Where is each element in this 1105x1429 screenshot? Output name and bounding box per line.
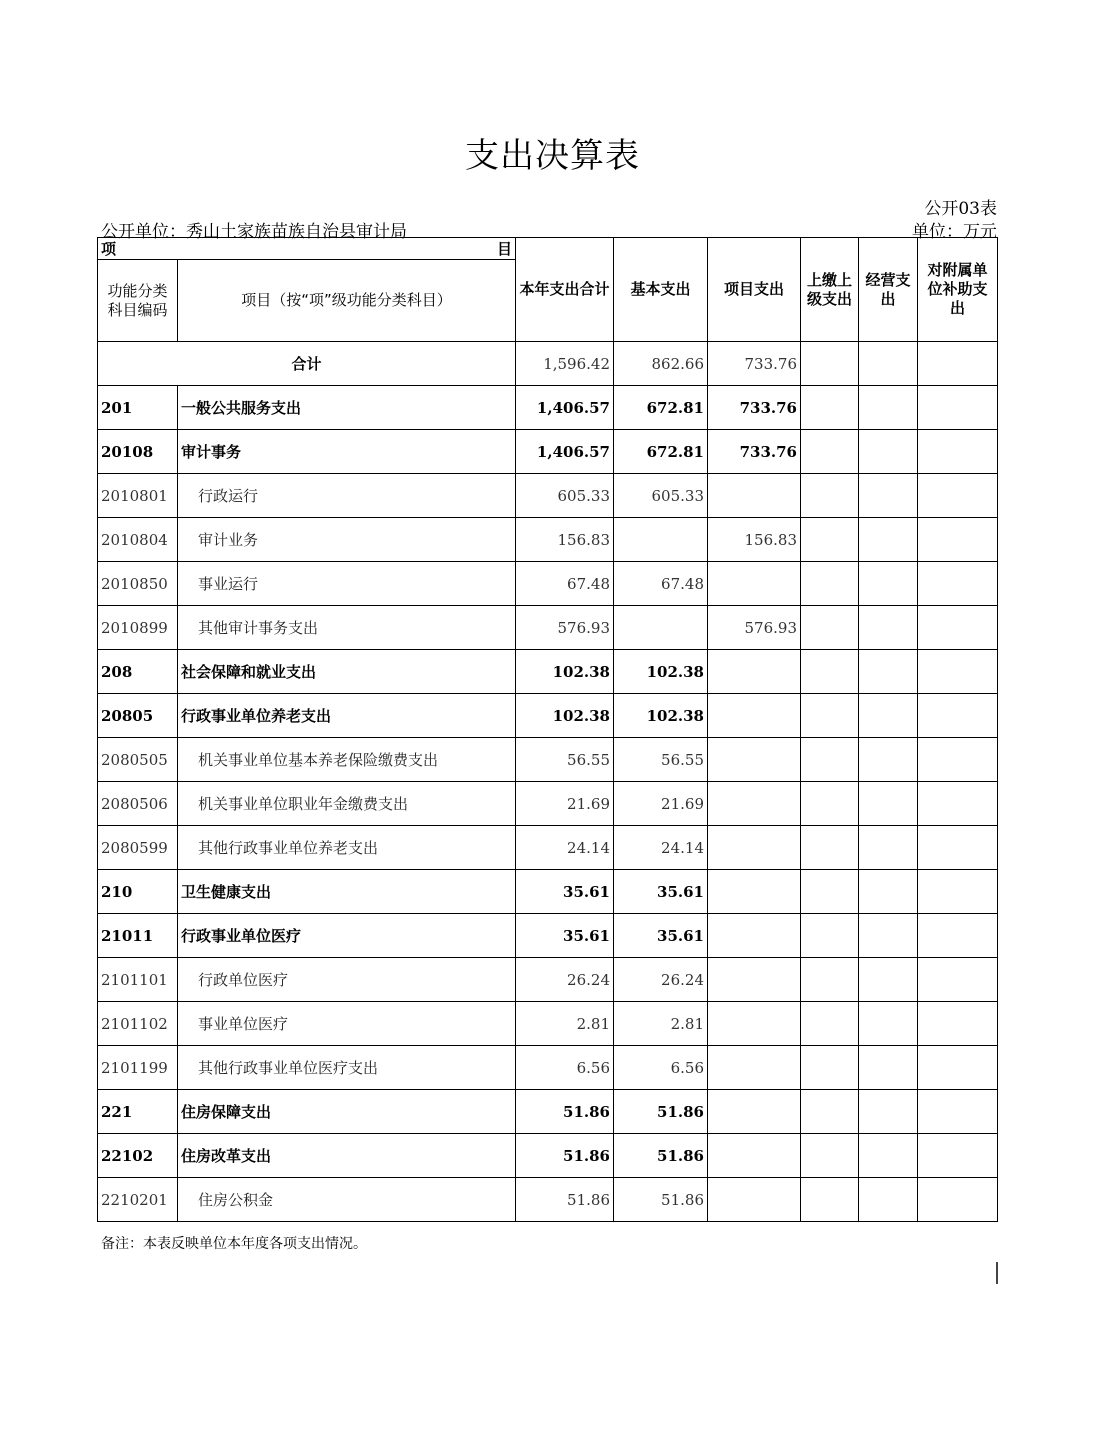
- row-total: 51.86: [516, 1178, 614, 1222]
- row-empty-cell: [801, 1002, 859, 1046]
- footnote: 备注：本表反映单位本年度各项支出情况。: [101, 1236, 367, 1252]
- row-empty-cell: [918, 738, 998, 782]
- row-empty-cell: [918, 518, 998, 562]
- row-name: 住房保障支出: [178, 1090, 516, 1134]
- row-basic: 35.61: [614, 914, 708, 958]
- row-code: 2101101: [98, 958, 178, 1002]
- row-code: 201: [98, 386, 178, 430]
- row-empty-cell: [801, 650, 859, 694]
- row-project: [708, 1134, 801, 1178]
- row-empty-cell: [859, 694, 918, 738]
- row-empty-cell: [918, 1090, 998, 1134]
- page-title: 支出决算表: [465, 136, 640, 176]
- row-basic: 21.69: [614, 782, 708, 826]
- row-project: [708, 1090, 801, 1134]
- table-row: [98, 1134, 998, 1178]
- item-header-left: 项: [101, 240, 117, 258]
- row-empty-cell: [801, 826, 859, 870]
- row-name: 事业单位医疗: [178, 1002, 516, 1046]
- row-total: 576.93: [516, 606, 614, 650]
- row-empty-cell: [859, 474, 918, 518]
- row-project: [708, 782, 801, 826]
- row-basic: 672.81: [614, 430, 708, 474]
- row-basic: 26.24: [614, 958, 708, 1002]
- row-code: 2080599: [98, 826, 178, 870]
- row-name: 审计业务: [178, 518, 516, 562]
- table-row: [98, 782, 998, 826]
- row-basic: 24.14: [614, 826, 708, 870]
- table-row: [98, 914, 998, 958]
- row-basic: 51.86: [614, 1090, 708, 1134]
- row-empty-cell: [801, 1090, 859, 1134]
- row-name: 机关事业单位基本养老保险缴费支出: [178, 738, 516, 782]
- row-total: 56.55: [516, 738, 614, 782]
- row-empty-cell: [918, 386, 998, 430]
- row-name: 其他行政事业单位医疗支出: [178, 1046, 516, 1090]
- table-row: [98, 430, 998, 474]
- row-total: 24.14: [516, 826, 614, 870]
- row-basic: 102.38: [614, 650, 708, 694]
- row-name: 行政事业单位养老支出: [178, 694, 516, 738]
- row-basic: 51.86: [614, 1134, 708, 1178]
- row-code: 2010899: [98, 606, 178, 650]
- row-total: 67.48: [516, 562, 614, 606]
- row-empty-cell: [859, 870, 918, 914]
- table-row: [98, 650, 998, 694]
- row-project: [708, 1002, 801, 1046]
- row-project: [708, 914, 801, 958]
- row-code: 2101199: [98, 1046, 178, 1090]
- item-header-cell: [98, 238, 516, 260]
- row-project: 733.76: [708, 386, 801, 430]
- row-total: 21.69: [516, 782, 614, 826]
- row-project: [708, 826, 801, 870]
- row-empty-cell: [801, 386, 859, 430]
- row-project: [708, 958, 801, 1002]
- row-project: [708, 650, 801, 694]
- row-empty-cell: [859, 518, 918, 562]
- table-row: [98, 1090, 998, 1134]
- row-project: [708, 1046, 801, 1090]
- row-code: 208: [98, 650, 178, 694]
- row-basic: [614, 518, 708, 562]
- row-code: 20805: [98, 694, 178, 738]
- row-total: 35.61: [516, 870, 614, 914]
- total-row: [98, 342, 998, 386]
- row-total: 51.86: [516, 1090, 614, 1134]
- row-empty-cell: [859, 386, 918, 430]
- row-total: 6.56: [516, 1046, 614, 1090]
- row-total: 156.83: [516, 518, 614, 562]
- header-basic: 基本支出: [614, 238, 708, 342]
- row-total: 35.61: [516, 914, 614, 958]
- header-name: 项目（按“项”级功能分类科目）: [178, 260, 516, 342]
- row-name: 卫生健康支出: [178, 870, 516, 914]
- total-amount: 1,596.42: [516, 342, 614, 386]
- table-row: [98, 474, 998, 518]
- total-project: 733.76: [708, 342, 801, 386]
- header-code: 功能分类科目编码: [98, 260, 178, 342]
- row-empty-cell: [918, 826, 998, 870]
- row-empty-cell: [859, 1178, 918, 1222]
- header-total: 本年支出合计: [516, 238, 614, 342]
- row-code: 2101102: [98, 1002, 178, 1046]
- row-name: 住房公积金: [178, 1178, 516, 1222]
- row-basic: 6.56: [614, 1046, 708, 1090]
- row-project: [708, 1178, 801, 1222]
- table-row: [98, 1178, 998, 1222]
- row-empty-cell: [859, 782, 918, 826]
- row-empty-cell: [801, 782, 859, 826]
- row-empty-cell: [918, 606, 998, 650]
- row-name: 审计事务: [178, 430, 516, 474]
- row-empty-cell: [859, 1046, 918, 1090]
- row-code: 2210201: [98, 1178, 178, 1222]
- row-name: 行政运行: [178, 474, 516, 518]
- row-empty-cell: [918, 430, 998, 474]
- row-project: [708, 474, 801, 518]
- row-project: [708, 870, 801, 914]
- row-empty-cell: [801, 562, 859, 606]
- table-row: [98, 826, 998, 870]
- row-code: 2010804: [98, 518, 178, 562]
- row-empty-cell: [918, 958, 998, 1002]
- row-empty-cell: [801, 474, 859, 518]
- row-project: [708, 562, 801, 606]
- row-name: 行政事业单位医疗: [178, 914, 516, 958]
- row-empty-cell: [918, 914, 998, 958]
- header-project: 项目支出: [708, 238, 801, 342]
- row-empty-cell: [918, 1046, 998, 1090]
- row-basic: 67.48: [614, 562, 708, 606]
- row-total: 51.86: [516, 1134, 614, 1178]
- row-basic: 35.61: [614, 870, 708, 914]
- row-empty-cell: [801, 518, 859, 562]
- row-empty-cell: [918, 650, 998, 694]
- row-name: 其他行政事业单位养老支出: [178, 826, 516, 870]
- row-name: 住房改革支出: [178, 1134, 516, 1178]
- table-row: [98, 738, 998, 782]
- header-item-row: [98, 238, 998, 260]
- row-basic: [614, 606, 708, 650]
- header-business: 经营支出: [859, 238, 918, 342]
- row-code: 221: [98, 1090, 178, 1134]
- row-empty-cell: [859, 606, 918, 650]
- row-name: 行政单位医疗: [178, 958, 516, 1002]
- row-empty-cell: [918, 1134, 998, 1178]
- row-basic: 102.38: [614, 694, 708, 738]
- table-row: [98, 1046, 998, 1090]
- row-name: 其他审计事务支出: [178, 606, 516, 650]
- row-total: 1,406.57: [516, 430, 614, 474]
- row-code: 20108: [98, 430, 178, 474]
- row-project: [708, 738, 801, 782]
- row-empty-cell: [801, 1046, 859, 1090]
- row-total: 1,406.57: [516, 386, 614, 430]
- row-basic: 51.86: [614, 1178, 708, 1222]
- row-total: 2.81: [516, 1002, 614, 1046]
- row-project: 576.93: [708, 606, 801, 650]
- table-row: [98, 870, 998, 914]
- row-basic: 605.33: [614, 474, 708, 518]
- row-empty-cell: [918, 474, 998, 518]
- row-empty-cell: [859, 562, 918, 606]
- row-empty-cell: [859, 430, 918, 474]
- header-remit: 上缴上级支出: [801, 238, 859, 342]
- row-empty-cell: [859, 958, 918, 1002]
- row-name: 一般公共服务支出: [178, 386, 516, 430]
- table-row: [98, 694, 998, 738]
- row-name: 机关事业单位职业年金缴费支出: [178, 782, 516, 826]
- row-total: 102.38: [516, 694, 614, 738]
- row-empty-cell: [801, 606, 859, 650]
- divider-mark: [996, 1262, 998, 1284]
- row-project: 156.83: [708, 518, 801, 562]
- row-code: 21011: [98, 914, 178, 958]
- row-empty-cell: [801, 430, 859, 474]
- row-empty-cell: [918, 562, 998, 606]
- row-empty-cell: [859, 914, 918, 958]
- row-basic: 672.81: [614, 386, 708, 430]
- row-empty-cell: [859, 826, 918, 870]
- expenditure-table: [97, 237, 998, 1222]
- row-empty-cell: [859, 1002, 918, 1046]
- table-row: [98, 518, 998, 562]
- table-row: [98, 386, 998, 430]
- row-empty-cell: [859, 1134, 918, 1178]
- row-empty-cell: [918, 1178, 998, 1222]
- row-project: [708, 694, 801, 738]
- table-row: [98, 562, 998, 606]
- table-row: [98, 606, 998, 650]
- reporting-unit: 公开单位：秀山土家族苗族自治县审计局: [101, 222, 407, 242]
- total-basic: 862.66: [614, 342, 708, 386]
- row-empty-cell: [918, 870, 998, 914]
- row-code: 22102: [98, 1134, 178, 1178]
- row-total: 605.33: [516, 474, 614, 518]
- total-label: 合计: [98, 342, 516, 386]
- row-basic: 2.81: [614, 1002, 708, 1046]
- row-project: 733.76: [708, 430, 801, 474]
- row-code: 2080506: [98, 782, 178, 826]
- row-empty-cell: [859, 650, 918, 694]
- form-number: 公开03表: [924, 199, 997, 219]
- header-subsidy: 对附属单位补助支出: [918, 238, 998, 342]
- row-empty-cell: [801, 738, 859, 782]
- row-empty-cell: [801, 958, 859, 1002]
- row-empty-cell: [918, 1002, 998, 1046]
- table-row: [98, 958, 998, 1002]
- row-name: 事业运行: [178, 562, 516, 606]
- currency-unit: 单位：万元: [912, 222, 997, 242]
- row-code: 2080505: [98, 738, 178, 782]
- row-empty-cell: [801, 914, 859, 958]
- row-name: 社会保障和就业支出: [178, 650, 516, 694]
- row-empty-cell: [801, 694, 859, 738]
- row-basic: 56.55: [614, 738, 708, 782]
- row-total: 102.38: [516, 650, 614, 694]
- row-empty-cell: [859, 1090, 918, 1134]
- row-total: 26.24: [516, 958, 614, 1002]
- row-empty-cell: [801, 870, 859, 914]
- row-empty-cell: [801, 1134, 859, 1178]
- row-code: 2010801: [98, 474, 178, 518]
- row-empty-cell: [859, 738, 918, 782]
- row-code: 210: [98, 870, 178, 914]
- row-empty-cell: [918, 694, 998, 738]
- table-row: [98, 1002, 998, 1046]
- row-empty-cell: [918, 782, 998, 826]
- item-header-right: 目: [496, 240, 512, 258]
- row-empty-cell: [801, 1178, 859, 1222]
- row-code: 2010850: [98, 562, 178, 606]
